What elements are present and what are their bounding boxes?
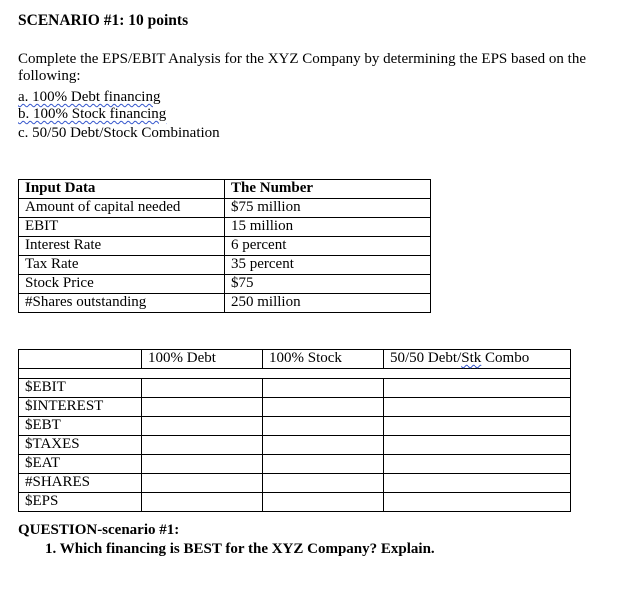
option-c: c. 50/50 Debt/Stock Combination xyxy=(18,125,220,141)
table-cell[interactable] xyxy=(142,493,263,512)
column-header: 100% Stock xyxy=(263,350,384,369)
table-cell: 15 million xyxy=(225,218,431,237)
table-cell[interactable] xyxy=(142,474,263,493)
option-a: a. 100% Debt financing xyxy=(18,89,161,105)
table-cell[interactable] xyxy=(142,379,263,398)
table-cell: 250 million xyxy=(225,294,431,313)
table-cell[interactable] xyxy=(263,398,384,417)
table-row xyxy=(19,493,571,512)
table-row xyxy=(19,237,431,256)
table-cell[interactable] xyxy=(142,436,263,455)
row-label: $EBIT xyxy=(19,379,142,398)
table-cell: Interest Rate xyxy=(19,237,225,256)
table-cell[interactable] xyxy=(384,379,571,398)
table-cell: Tax Rate xyxy=(19,256,225,275)
table-cell: #Shares outstanding xyxy=(19,294,225,313)
eps-analysis-table xyxy=(18,349,571,512)
page-title: SCENARIO #1: 10 points xyxy=(18,12,189,29)
table-cell[interactable] xyxy=(263,417,384,436)
table-row xyxy=(19,199,431,218)
table-row xyxy=(19,275,431,294)
row-label: $TAXES xyxy=(19,436,142,455)
table-cell[interactable] xyxy=(263,493,384,512)
table-cell[interactable] xyxy=(263,455,384,474)
option-b: b. 100% Stock financing xyxy=(18,106,167,122)
table-cell: $75 xyxy=(225,275,431,294)
table-header-row xyxy=(19,350,571,369)
table-cell[interactable] xyxy=(142,455,263,474)
instructions-text: Complete the EPS/EBIT Analysis for the XYZ Company by determining the EPS based on the following: xyxy=(18,51,586,84)
table-cell[interactable] xyxy=(263,436,384,455)
row-label: #SHARES xyxy=(19,474,142,493)
table-row xyxy=(19,294,431,313)
table-row xyxy=(19,218,431,237)
table-row xyxy=(19,369,571,379)
table-cell[interactable] xyxy=(384,398,571,417)
table-cell: 35 percent xyxy=(225,256,431,275)
table-cell[interactable] xyxy=(263,474,384,493)
column-header: The Number xyxy=(225,180,431,199)
table-cell[interactable] xyxy=(384,417,571,436)
row-label: $EAT xyxy=(19,455,142,474)
row-label: $EPS xyxy=(19,493,142,512)
table-row xyxy=(19,379,571,398)
question-text: 1. Which financing is BEST for the XYZ Company? Explain. xyxy=(45,541,435,557)
table-cell[interactable] xyxy=(384,455,571,474)
table-cell: EBIT xyxy=(19,218,225,237)
column-header xyxy=(19,350,142,369)
column-header: 50/50 Debt/Stk Combo xyxy=(384,350,571,369)
table-cell[interactable] xyxy=(384,493,571,512)
table-row xyxy=(19,417,571,436)
table-header-row xyxy=(19,180,431,199)
row-label: $INTEREST xyxy=(19,398,142,417)
table-cell[interactable] xyxy=(142,398,263,417)
column-header: Input Data xyxy=(19,180,225,199)
question-heading: QUESTION-scenario #1: xyxy=(18,522,180,538)
table-row xyxy=(19,436,571,455)
column-header: 100% Debt xyxy=(142,350,263,369)
table-cell: 6 percent xyxy=(225,237,431,256)
row-label: $EBT xyxy=(19,417,142,436)
table-cell: Stock Price xyxy=(19,275,225,294)
input-data-table xyxy=(18,179,431,313)
table-cell[interactable] xyxy=(142,417,263,436)
table-row xyxy=(19,256,431,275)
table-cell: $75 million xyxy=(225,199,431,218)
table-cell[interactable] xyxy=(384,436,571,455)
table-row xyxy=(19,398,571,417)
table-cell[interactable] xyxy=(384,474,571,493)
table-cell: Amount of capital needed xyxy=(19,199,225,218)
table-row xyxy=(19,474,571,493)
table-row xyxy=(19,455,571,474)
table-cell[interactable] xyxy=(263,379,384,398)
